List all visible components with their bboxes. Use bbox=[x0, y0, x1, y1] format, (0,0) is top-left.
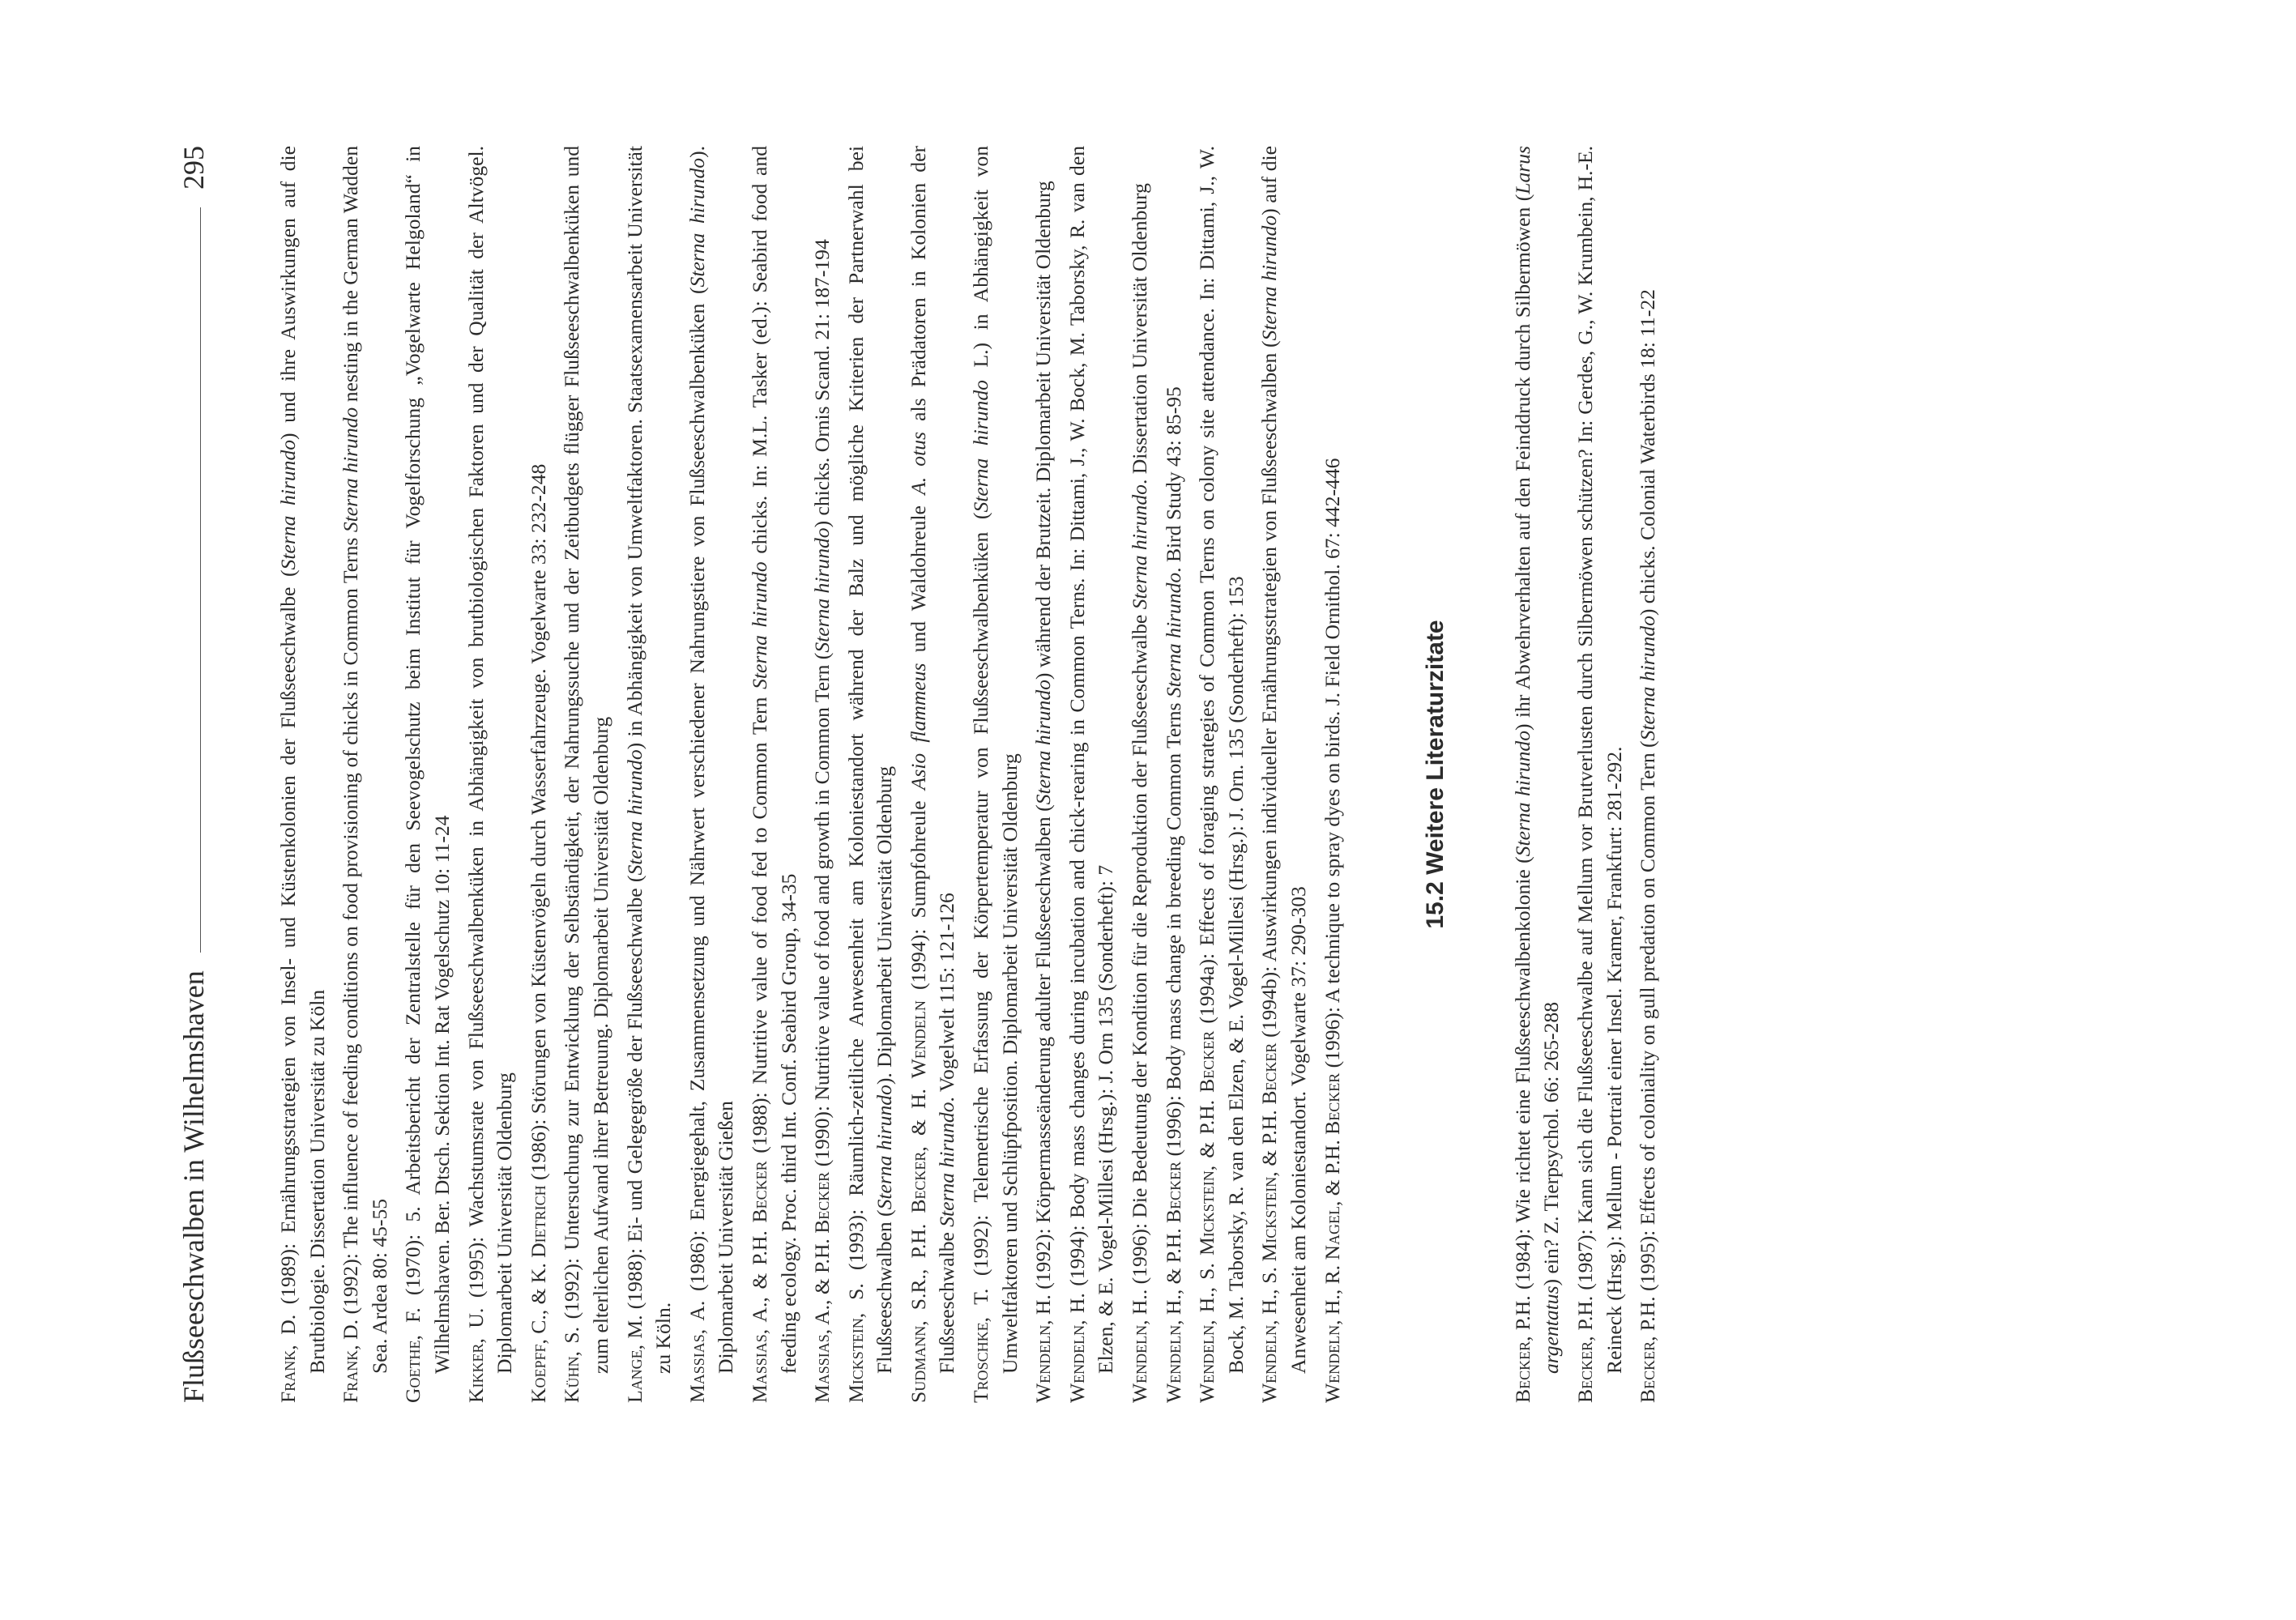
reference-entry bbox=[1318, 146, 1347, 1403]
reference-entry bbox=[1633, 146, 1662, 1403]
reference-entry bbox=[1571, 146, 1628, 1403]
running-title: Flußseeschwalben in Wilhelmshaven bbox=[177, 970, 210, 1403]
reference-text: (1992): The influence of feeding conditions on food provisioning of chicks in Common Terns Sterna hirundo nesting in the German Wadden Sea. Ardea 80: 45-55 bbox=[339, 146, 391, 1374]
reference-entry bbox=[745, 146, 803, 1403]
reference-text: (1994): Body mass changes during incubation and chick-rearing in Common Terns. In: Dittami, J., W. Bock, M. Taborsky, R. van den Elzen, & E. Vogel-Millesi (Hrsg.): J. Orn 135 (Sonderheft): 7 bbox=[1065, 145, 1118, 1374]
reference-author: Becker, P.H. bbox=[1636, 1296, 1660, 1403]
reference-text: (1994b): Auswirkungen individueller Ernährungsstrategien von Flußseeschwalben (Sterna hirundo) auf die Anwesenheit am Koloniestandort. Vogelwarte 37: 290-303 bbox=[1257, 146, 1310, 1374]
reference-author: Kühn, S. bbox=[560, 1326, 584, 1403]
further-reference-entries bbox=[1509, 146, 1662, 1403]
reference-author: Massias, A. bbox=[685, 1300, 709, 1403]
reference-author: Frank, D. bbox=[339, 1319, 363, 1403]
reference-author: Becker, P.H. bbox=[1573, 1295, 1597, 1403]
running-header bbox=[162, 146, 211, 1403]
reference-author: Massias, A., & P.H. Becker bbox=[747, 1161, 771, 1403]
section-heading: 15.2 Weitere Literaturzitate bbox=[1422, 620, 1449, 929]
reference-entry bbox=[621, 146, 678, 1403]
reference-author: Wendeln, H., R. Nagel, & P.H. Becker bbox=[1320, 1072, 1344, 1403]
reference-entry bbox=[1255, 146, 1312, 1403]
reference-entry bbox=[274, 146, 331, 1403]
reference-text: (1988): Ei- und Gelegegröße der Flußseeschwalbe (Sterna hirundo) in Abhängigkeit von Umweltfaktoren. Staatsexamensarbeit Universität zu Köln. bbox=[622, 146, 676, 1374]
reference-entry bbox=[808, 146, 837, 1403]
reference-entry bbox=[524, 146, 553, 1403]
reference-entry bbox=[1063, 146, 1120, 1403]
reference-text: (1992): Telemetrische Erfassung der Körpertemperatur von Flußseeschwalbenküken (Sterna hirundo L.) in Abhängigkeit von Umweltfaktoren und Schlüpfposition. Diplomarbeit Universität Oldenburg bbox=[969, 146, 1022, 1374]
reference-author: Massias, A., & P.H. Becker bbox=[810, 1171, 834, 1403]
page-number: 295 bbox=[177, 146, 210, 190]
reference-author: Wendeln, H. bbox=[1031, 1294, 1056, 1403]
reference-text: (1987): Kann sich die Flußseeschwalbe auf Mellum vor Brutverlusten durch Silbermöwen schützen? In: Gerdes, G., W. Krumbein, H.-E. Reineck (Hrsg.): Mellum - Portrait einer Insel. Kramer, Frankfurt: 281-292. bbox=[1573, 146, 1626, 1374]
reference-author: Wendeln, H., S. Mickstein, & P.H. Becker bbox=[1195, 1030, 1219, 1403]
header-rule bbox=[200, 207, 201, 953]
reference-entry bbox=[967, 146, 1024, 1403]
reference-author: Wendeln, H. bbox=[1065, 1293, 1089, 1403]
reference-author: Wendeln, H. bbox=[1128, 1294, 1152, 1403]
reference-text: (1989): Ernährungsstrategien von Insel- und Küstenkolonien der Flußseeschwalbe (Sterna hirundo) und ihre Auswirkungen auf die Brutbiologie. Dissertation Universität zu Köln bbox=[276, 145, 329, 1374]
reference-author: Lange, M. bbox=[622, 1315, 647, 1403]
reference-author: Kikker, U. bbox=[463, 1307, 488, 1403]
reference-entry bbox=[1159, 146, 1189, 1403]
reference-author: Troschke, T. bbox=[969, 1288, 993, 1403]
reference-author: Frank, D. bbox=[276, 1314, 300, 1403]
reference-text: (1988): Nutritive value of food fed to Common Tern Sterna hirundo chicks. In: M.L. Tasker (ed.): Seabird food and feeding ecology. Proc. third Int. Conf. Seabird Group, 34-35 bbox=[747, 146, 800, 1374]
reference-entry bbox=[462, 146, 519, 1403]
reference-text: (1994a): Effects of foraging strategies of Common Terns on colony site attendance. In: Dittami, J., W. Bock, M. Taborsky, R. van den Elzen, & E. Vogel-Millesi (Hrsg.): J. Orn. 135 (Sonderheft): 153 bbox=[1195, 146, 1248, 1374]
reference-entry bbox=[1029, 146, 1058, 1403]
reference-text: (1990): Nutritive value of food and growth in Common Tern (Sterna hirundo) chicks. Ornis Scand. 21: 187-194 bbox=[810, 239, 834, 1172]
reference-text: (1970): 5. Arbeitsbericht der Zentralstelle für den Seevogelschutz beim Institut für Vogelforschung „Vogelwarte Helgoland“ in Wilhelmshaven. Ber. Dtsch. Sektion Int. Rat Vogelschutz 10: 11-24 bbox=[401, 146, 454, 1374]
reference-text: (1993): Räumlich-zeitliche Anwesenheit am Koloniestandort während der Balz und mögliche Kriterien der Partnerwahl bei Flußseeschwalben (Sterna hirundo). Diplomarbeit Universität Oldenburg bbox=[843, 146, 897, 1374]
reference-list bbox=[274, 146, 1667, 1403]
reference-entry bbox=[336, 146, 394, 1403]
reference-text: (1986): Energiegehalt, Zusammensetzung und Nährwert verschiedener Nahrungstiere von Flußseeschwalbenküken (Sterna hirundo). Diplomarbeit Universität Gießen bbox=[685, 146, 738, 1374]
reference-entry bbox=[1193, 146, 1250, 1403]
reference-entries bbox=[274, 146, 1346, 1403]
reference-text: (1986): Störungen von Küstenvögeln durch Wasserfahrzeuge. Vogelwarte 33: 232-248 bbox=[526, 463, 550, 1186]
reference-entry bbox=[399, 146, 456, 1403]
reference-author: Sudmann, S.R., P.H. Becker, & H. Wendeln bbox=[906, 1000, 930, 1403]
reference-entry bbox=[557, 146, 615, 1403]
reference-entry bbox=[1125, 146, 1154, 1403]
reference-entry bbox=[842, 146, 899, 1403]
reference-entry bbox=[904, 146, 962, 1403]
reference-text: (1996): A technique to spray dyes on birds. J. Field Ornithol. 67: 442-446 bbox=[1320, 458, 1344, 1073]
reference-text: (1992): Körpermasseänderung adulter Flußseeschwalben (Sterna hirundo) während der Brutzeit. Diplomarbeit Universität Oldenburg bbox=[1031, 181, 1056, 1295]
reference-entry bbox=[683, 146, 740, 1403]
reference-author: Wendeln, H., & P.H. Becker bbox=[1161, 1161, 1185, 1403]
reference-text: . (1996): Die Bedeutung der Kondition für die Reproduktion der Flußseeschwalbe Sterna hirundo. Dissertation Universität Oldenburg bbox=[1128, 183, 1152, 1295]
reference-author: Mickstein, S. bbox=[843, 1283, 868, 1403]
reference-author: Wendeln, H., S. Mickstein, & P.H. Becker bbox=[1257, 1042, 1282, 1403]
reference-author: Koepff, C., & K. Dietrich bbox=[526, 1185, 550, 1403]
reference-text: (1984): Wie richtet eine Flußseeschwalbenkolonie (Sterna hirundo) ihr Abwehrverhalten auf den Feinddruck durch Silbermöwen (Larus argentatus) ein? Z. Tierpsychol. 66: 265-288 bbox=[1510, 146, 1564, 1374]
reference-text: (1995): Effects of coloniality on gull predation on Common Tern (Sterna hirundo) chicks. Colonial Waterbirds 18: 11-22 bbox=[1636, 289, 1660, 1297]
reference-author: Goethe, F. bbox=[401, 1307, 425, 1403]
reference-author: Becker, P.H. bbox=[1510, 1295, 1534, 1403]
reference-text: (1994): Sumpfohreule Asio flammeus und Waldohreule A. otus als Prädatoren in Kolonien der Flußseeschwalbe Sterna hirundo. Vogelwelt 115: 121-126 bbox=[906, 146, 959, 1374]
reference-text: (1996): Body mass change in breeding Common Terns Sterna hirundo. Bird Study 43: 85-95 bbox=[1161, 386, 1185, 1162]
reference-entry bbox=[1509, 146, 1566, 1403]
reference-text: (1992): Untersuchung zur Entwicklung der Selbständigkeit, der Nahrungssuche und der Zeitbudgets flügger Flußseeschwalbenküken und zum elterlichen Aufwand ihrer Betreuung. Diplomarbeit Universität Oldenburg bbox=[560, 146, 612, 1374]
reference-text: (1995): Wachstumsrate von Flußseeschwalbenküken in Abhängigkeit von brutbiologischen Faktoren und der Qualität der Altvögel. Diplomarbeit Universität Oldenburg bbox=[463, 145, 517, 1374]
